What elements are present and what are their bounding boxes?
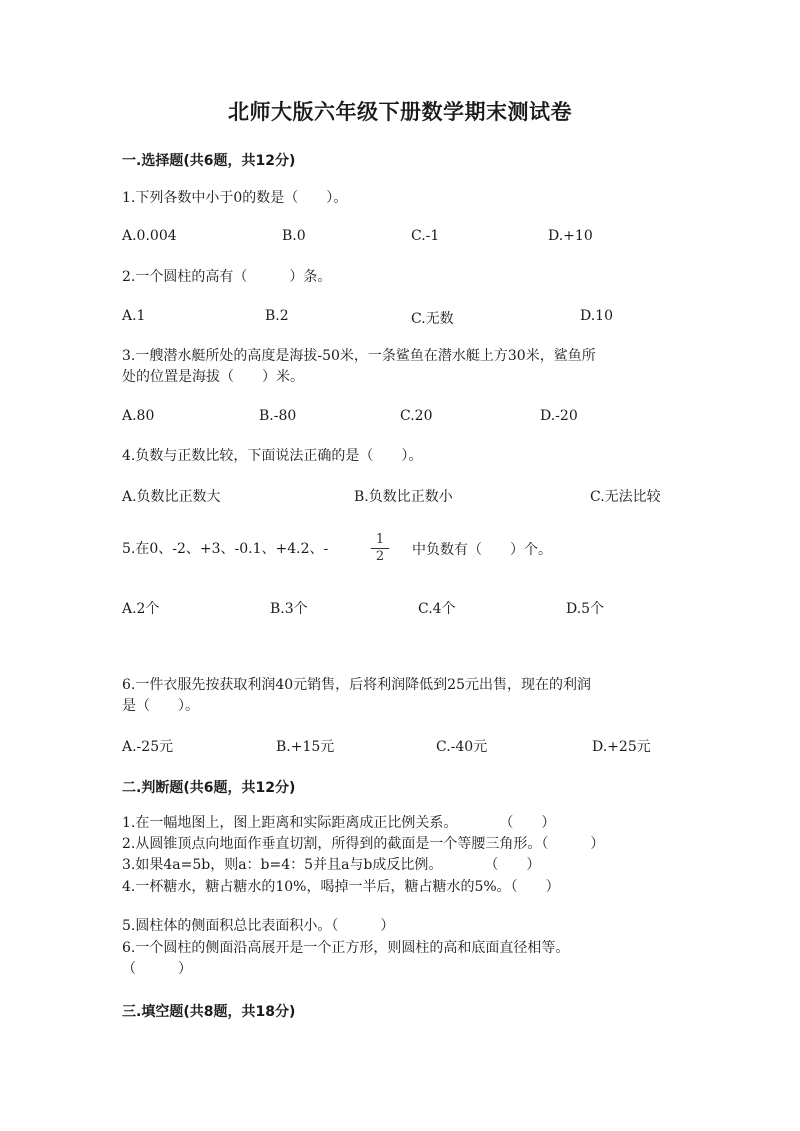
q1-option-a: A.0.004 <box>122 228 177 244</box>
q4-option-c: C.无法比较 <box>590 489 661 505</box>
q5-option-a: A.2个 <box>122 601 160 617</box>
section-heading-choice: 一.选择题(共6题，共12分) <box>122 153 296 169</box>
q2-option-b: B.2 <box>265 308 289 324</box>
section-heading-fill-blank: 三.填空题(共8题，共18分) <box>122 1004 296 1020</box>
judgment-item-6: 6.一个圆柱的侧面沿高展开是一个正方形，则圆柱的高和底面直径相等。 <box>122 940 570 956</box>
fraction-numerator: 1 <box>375 532 385 547</box>
page-title: 北师大版六年级下册数学期末测试卷 <box>228 100 572 124</box>
q4-option-b: B.负数比正数小 <box>354 489 453 505</box>
q1-option-c: C.-1 <box>411 228 440 244</box>
question-3-line-1: 3.一艘潜水艇所处的高度是海拔-50米，一条鲨鱼在潜水艇上方30米，鲨鱼所 <box>122 348 596 364</box>
question-3-line-2: 处的位置是海拔（ ）米。 <box>122 369 304 385</box>
q3-option-c: C.20 <box>400 408 433 424</box>
q5-option-b: B.3个 <box>270 601 308 617</box>
q6-option-c: C.-40元 <box>436 739 488 755</box>
question-6-line-2: 是（ ）。 <box>122 698 199 714</box>
section-heading-judgment: 二.判断题(共6题，共12分) <box>122 780 296 796</box>
question-1: 1.下列各数中小于0的数是（ ）。 <box>122 190 348 206</box>
q3-option-a: A.80 <box>122 408 155 424</box>
q5-option-c: C.4个 <box>418 601 456 617</box>
q2-option-a: A.1 <box>122 308 146 324</box>
q5-option-d: D.5个 <box>566 601 605 617</box>
q6-option-b: B.+15元 <box>276 739 335 755</box>
q2-option-c: C.无数 <box>411 311 454 327</box>
judgment-item-6-answer: （ ） <box>122 961 192 977</box>
q6-option-d: D.+25元 <box>592 739 651 755</box>
question-4: 4.负数与正数比较，下面说法正确的是（ ）。 <box>122 448 423 464</box>
judgment-item-4: 4.一杯糖水，糖占糖水的10%，喝掉一半后，糖占糖水的5%。（ ） <box>122 879 560 895</box>
q2-option-d: D.10 <box>580 308 613 324</box>
q3-option-b: B.-80 <box>259 408 297 424</box>
q1-option-d: D.+10 <box>548 228 593 244</box>
fraction-one-half <box>371 533 389 564</box>
question-5-text-after: 中负数有（ ）个。 <box>412 542 552 558</box>
q1-option-b: B.0 <box>282 228 306 244</box>
q6-option-a: A.-25元 <box>122 739 174 755</box>
question-6-line-1: 6.一件衣服先按获取利润40元销售，后将利润降低到25元出售，现在的利润 <box>122 677 591 693</box>
question-2: 2.一个圆柱的高有（ ）条。 <box>122 269 332 285</box>
judgment-item-1: 1.在一幅地图上，图上距离和实际距离成正比例关系。 （ ） <box>122 815 556 831</box>
question-5-text-before: 5.在0、-2、+3、-0.1、+4.2、- <box>122 541 329 557</box>
judgment-item-3: 3.如果4a=5b，则a：b=4：5并且a与b成反比例。 （ ） <box>122 857 541 873</box>
q3-option-d: D.-20 <box>540 408 578 424</box>
q4-option-a: A.负数比正数大 <box>122 489 221 505</box>
judgment-item-5: 5.圆柱体的侧面积总比表面积小。（ ） <box>122 918 395 934</box>
fraction-denominator: 2 <box>375 549 385 564</box>
judgment-item-2: 2.从圆锥顶点向地面作垂直切割，所得到的截面是一个等腰三角形。（ ） <box>122 836 605 852</box>
